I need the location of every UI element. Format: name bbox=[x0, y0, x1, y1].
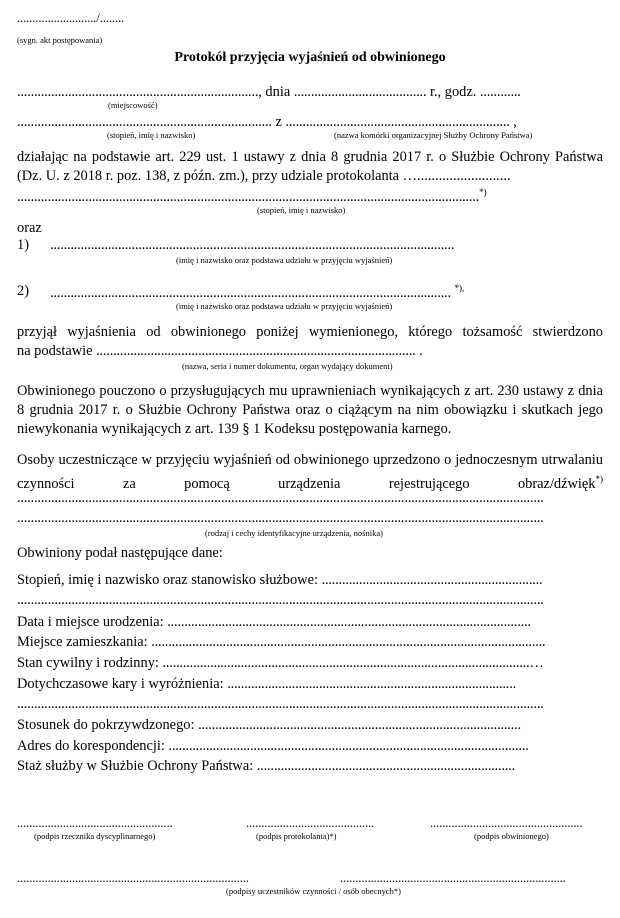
place-blank[interactable]: ....................................................................... bbox=[17, 84, 259, 100]
protokolant-caption: (stopień, imię i nazwisko) bbox=[257, 205, 346, 215]
footnote-mark: *), bbox=[454, 283, 465, 293]
field-blank[interactable]: ............................................................................ bbox=[256, 758, 516, 774]
year-hour-label: r., godz. bbox=[429, 84, 477, 100]
field-rank-name-position bbox=[17, 572, 603, 589]
identity-label: na podstawie bbox=[17, 343, 93, 359]
place-caption: (miejscowość) bbox=[108, 100, 158, 110]
recording-blank-1[interactable]: ........................................................................................................................................................... bbox=[17, 490, 544, 506]
signature-caption-prosecutor: (podpis rzecznika dyscyplinarnego) bbox=[34, 831, 156, 841]
field-birth-date-place bbox=[17, 614, 603, 631]
participant-1-caption: (imię i nazwisko oraz podstawa udziału w przyjęciu wyjaśnień) bbox=[176, 255, 393, 265]
participant-2-blank[interactable]: ...................................................................................................................... bbox=[50, 284, 451, 301]
signature-blank-recorder[interactable]: .......................................... bbox=[246, 815, 375, 830]
signature-blank-prosecutor[interactable]: ................................................... bbox=[17, 815, 173, 830]
unit-caption: (nazwa komórki organizacyjnej Służby Ochrony Państwa) bbox=[334, 130, 533, 140]
field-label: Miejsce zamieszkania: bbox=[17, 634, 148, 650]
field-label: Stosunek do pokrzywdzonego: bbox=[17, 717, 195, 733]
recording-text: Osoby uczestniczące w przyjęciu wyjaśnień od obwinionego uprzedzono o jednoczesnym utrwalaniu czynności za pomocą urządzenia rejestrującego obraz/dźwięk bbox=[17, 452, 603, 492]
participants-signature-caption: (podpisy uczestników czynności / osób obecnych*) bbox=[226, 886, 401, 896]
field-blank[interactable]: ............................................................................................... bbox=[198, 717, 521, 733]
instruction-paragraph: Obwinionego pouczono o przysługujących mu uprawnieniach wynikających z art. 230 ustawy z dnia 8 grudnia 2017 r. o Służbie Ochrony Państwa oraz o ciążącym na nim obowiązku i skutkach jego niewykonania wynikających z art. 139 § 1 Kodeksu postępowania karnego. bbox=[17, 383, 603, 437]
field-correspondence-address bbox=[17, 738, 603, 755]
participant-2-line bbox=[50, 283, 464, 302]
place-date-line bbox=[17, 84, 521, 101]
footnote-mark: *) bbox=[595, 474, 603, 484]
case-number-caption: (sygn. akt postępowania) bbox=[17, 35, 103, 45]
document-title: Protokół przyjęcia wyjaśnień od obwinionego bbox=[174, 50, 446, 65]
participant-1-blank[interactable]: ....................................................................................................................... bbox=[50, 237, 455, 253]
field-blank[interactable]: ............................................................................................................… bbox=[162, 655, 544, 671]
unit-blank[interactable]: .................................................................. bbox=[285, 114, 510, 130]
field-blank[interactable]: .......................................................................................................... bbox=[168, 738, 529, 754]
recording-blank-2[interactable]: ........................................................................................................................................................... bbox=[17, 510, 544, 526]
person-blank[interactable]: ........................................................................... bbox=[17, 114, 272, 130]
signature-caption-recorder: (podpis protokolanta)*) bbox=[256, 831, 337, 841]
field-residence bbox=[17, 634, 603, 651]
identity-paragraph: przyjął wyjaśnienia od obwinionego poniżej wymienionego, którego tożsamość stwierdzono bbox=[17, 324, 603, 340]
field-blank[interactable]: ................................................................. bbox=[321, 572, 543, 588]
participants-signature-blank-2[interactable]: .......................................................................... bbox=[340, 870, 566, 885]
field-blank[interactable]: ........................................................................................................................................................... bbox=[17, 592, 544, 608]
z-label: z bbox=[275, 114, 282, 130]
identity-caption: (nazwa, seria i numer dokumentu, organ wydający dokument) bbox=[182, 361, 393, 371]
protokolant-line bbox=[17, 187, 487, 206]
field-blank[interactable]: ........................................................................................................................................................... bbox=[17, 696, 544, 712]
oraz-label: oraz bbox=[17, 220, 42, 236]
person-caption: (stopień, imię i nazwisko) bbox=[107, 130, 196, 140]
field-marital-status bbox=[17, 655, 603, 672]
field-rank-name-position-continued bbox=[17, 592, 603, 609]
field-label: Stopień, imię i nazwisko oraz stanowisko służbowe: bbox=[17, 572, 318, 588]
field-blank[interactable]: ..................................................................................... bbox=[227, 676, 517, 692]
participant-2-number: 2) bbox=[17, 283, 29, 299]
field-label: Data i miejsce urodzenia: bbox=[17, 614, 164, 630]
field-label: Stan cywilny i rodzinny: bbox=[17, 655, 159, 671]
footnote-mark: *) bbox=[479, 187, 487, 197]
identity-blank[interactable]: .............................................................................................. bbox=[96, 343, 416, 359]
field-relation-to-victim bbox=[17, 717, 603, 734]
person-line bbox=[17, 114, 517, 131]
field-service-length bbox=[17, 758, 603, 775]
field-penalties-awards-continued bbox=[17, 696, 603, 713]
recording-paragraph bbox=[17, 451, 603, 494]
date-blank[interactable]: ....................................... bbox=[293, 84, 427, 100]
field-label: Dotychczasowe kary i wyróżnienia: bbox=[17, 676, 224, 692]
hour-blank[interactable]: ............ bbox=[479, 84, 521, 100]
participants-signature-blank-1[interactable]: ............................................................................ bbox=[17, 870, 249, 885]
signature-blank-accused[interactable]: .................................................. bbox=[430, 815, 583, 830]
field-label: Adres do korespondencji: bbox=[17, 738, 165, 754]
data-intro: Obwiniony podał następujące dane: bbox=[17, 545, 223, 561]
field-label: Staż służby w Służbie Ochrony Państwa: bbox=[17, 758, 254, 774]
recording-caption: (rodzaj i cechy identyfikacyjne urządzenia, nośnika) bbox=[205, 528, 383, 538]
participant-2-caption: (imię i nazwisko oraz podstawa udziału w przyjęciu wyjaśnień) bbox=[176, 301, 393, 311]
participant-1-number: 1) bbox=[17, 237, 29, 253]
case-number-blank[interactable]: ........................../........ bbox=[17, 10, 125, 25]
field-blank[interactable]: ........................................................................................................... bbox=[167, 614, 531, 630]
identity-end: . bbox=[419, 343, 423, 359]
field-penalties-awards bbox=[17, 676, 603, 693]
legal-basis-paragraph: działając na podstawie art. 229 ust. 1 ustawy z dnia 8 grudnia 2017 r. o Służbie Ochrony Państwa (Dz. U. z 2018 r. poz. 138, z późn. zm.), przy udziale protokolanta ….......................... bbox=[17, 149, 603, 184]
dnia-label: , dnia bbox=[258, 84, 291, 100]
field-blank[interactable]: .................................................................................................................... bbox=[151, 634, 546, 650]
signature-caption-accused: (podpis obwinionego) bbox=[474, 831, 549, 841]
identity-line bbox=[17, 343, 423, 360]
protokolant-blank[interactable]: ........................................................................................................................................ bbox=[17, 188, 480, 205]
comma: , bbox=[513, 114, 517, 130]
